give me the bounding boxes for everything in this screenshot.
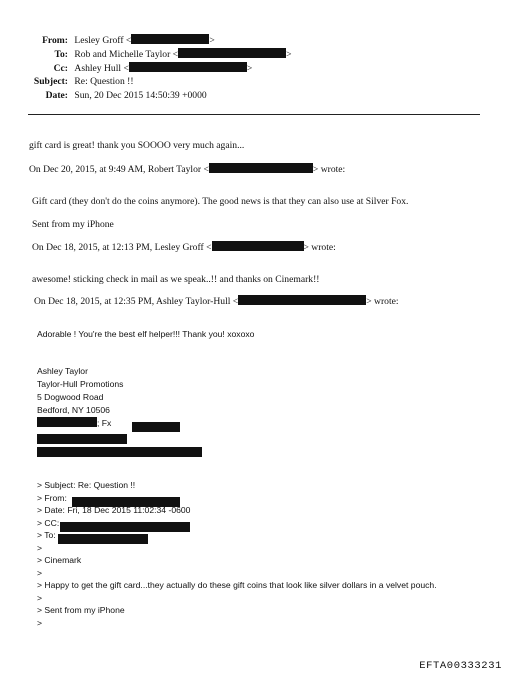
header-subject-row — [0, 76, 134, 87]
quoted-blank-2: > — [37, 568, 43, 578]
to-close: > — [286, 49, 292, 60]
to-label: To: — [54, 49, 68, 60]
date-value: Sun, 20 Dec 2015 14:50:39 +0000 — [74, 90, 207, 101]
from-close: > — [209, 35, 215, 46]
cc-name: Ashley Hull < — [74, 63, 129, 74]
cc-close: > — [246, 63, 253, 74]
redaction-block — [58, 530, 148, 548]
redaction-block — [238, 295, 366, 305]
message-1: gift card is great! thank you SOOOO very much again... — [29, 140, 245, 151]
quoted-subject: > Subject: Re: Question !! — [37, 480, 136, 490]
attribution-3: On Dec 18, 2015, at 12:35 PM, Ashley Taylor-Hull < > wrote: — [34, 296, 399, 307]
quoted-blank-4: > — [37, 618, 43, 628]
attribution-1: On Dec 20, 2015, at 9:49 AM, Robert Taylor < > wrote: — [29, 164, 346, 175]
signature-address-1: 5 Dogwood Road — [37, 392, 104, 402]
quoted-cc-row: > CC: — [37, 518, 60, 528]
header-cc-row — [0, 62, 252, 74]
fx-label: ; Fx — [97, 418, 112, 428]
redaction-block — [212, 241, 304, 251]
subject-label: Subject: — [33, 76, 68, 87]
redaction-block — [129, 62, 247, 72]
header-date-row — [0, 90, 207, 101]
quoted-cinemark: > Cinemark — [37, 555, 82, 565]
quoted-happy: > Happy to get the gift card...they actually do these gift coins that look like silver dollars in a velvet pouch. — [37, 580, 437, 590]
redaction-block — [209, 163, 313, 173]
document-id: EFTA00333231 — [419, 660, 502, 672]
message-4: Adorable ! You're the best elf helper!!! Thank you! xoxoxo — [37, 329, 255, 339]
date-label: Date: — [45, 90, 68, 101]
header-from-row — [0, 34, 215, 46]
redaction-block — [132, 418, 180, 436]
signature-name: Ashley Taylor — [37, 366, 88, 376]
from-label: From: — [42, 35, 68, 46]
quoted-blank-3: > — [37, 593, 43, 603]
message-2-signature: Sent from my iPhone — [32, 219, 114, 230]
header-divider — [28, 114, 480, 115]
redaction-block — [37, 417, 97, 427]
to-name: Rob and Michelle Taylor < — [74, 49, 179, 60]
quoted-blank-1: > — [37, 543, 43, 553]
signature-company: Taylor-Hull Promotions — [37, 379, 124, 389]
message-2: Gift card (they don't do the coins anymore). The good news is that they can also use at Silver Fox. — [32, 196, 409, 207]
attribution-2: On Dec 18, 2015, at 12:13 PM, Lesley Groff < > wrote: — [32, 242, 336, 253]
cc-label: Cc: — [53, 63, 68, 74]
header-to-row — [0, 48, 292, 60]
redaction-block — [131, 34, 209, 44]
subject-value: Re: Question !! — [74, 76, 134, 87]
signature-address-2: Bedford, NY 10506 — [37, 405, 110, 415]
redaction-block — [37, 443, 202, 461]
quoted-date: > Date: Fri, 18 Dec 2015 11:02:34 -0600 — [37, 505, 191, 515]
signature-phone-row — [37, 417, 111, 428]
from-name: Lesley Groff < — [74, 35, 132, 46]
quoted-from-row: > From: — [37, 493, 67, 503]
quoted-to-row: > To: — [37, 530, 56, 540]
quoted-sent: > Sent from my iPhone — [37, 605, 125, 615]
message-3: awesome! sticking check in mail as we speak..!! and thanks on Cinemark!! — [32, 274, 320, 285]
redaction-block — [178, 48, 286, 58]
